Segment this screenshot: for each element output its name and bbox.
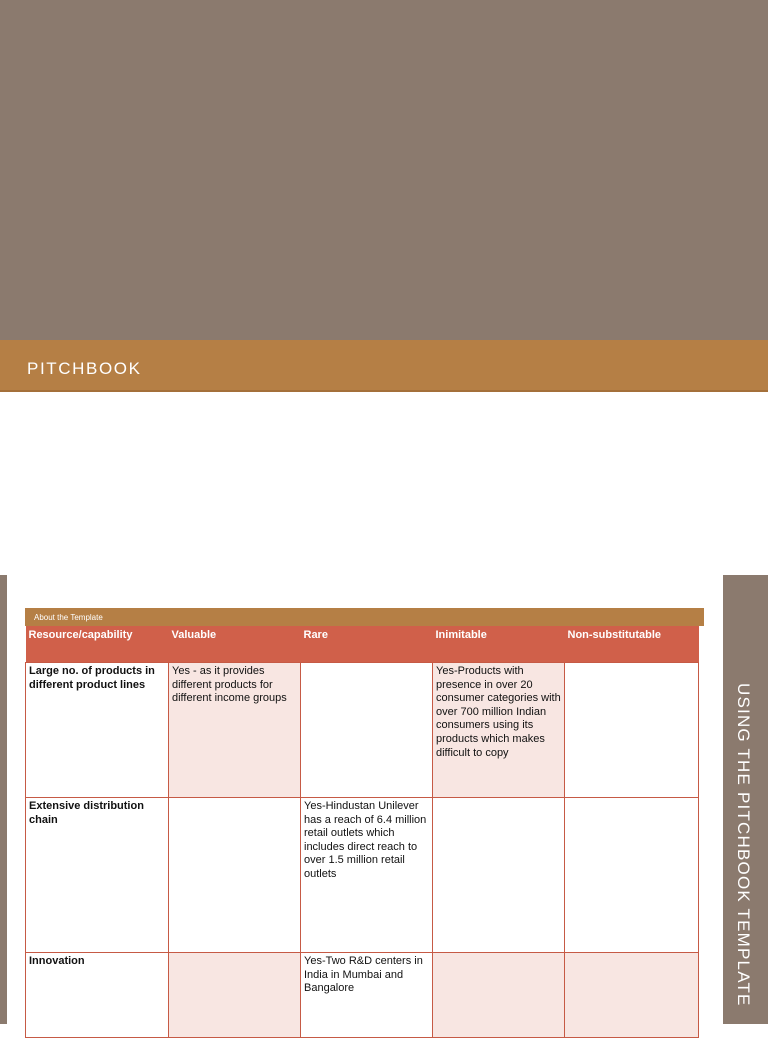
table-caption-bar [25,608,704,626]
vrio-table [25,626,699,1038]
table-cell [433,953,565,1038]
top-band [0,0,768,340]
title-bar [0,340,768,392]
table-cell: Extensive distribution chain [26,798,169,953]
table-row [26,798,699,953]
table-cell [169,798,301,953]
left-decorative-strip [0,575,7,1024]
column-header-resource: Resource/capability [26,626,169,663]
table-cell [565,798,699,953]
side-panel-title: USING THE PITCHBOOK TEMPLATE [734,683,753,1007]
table-cell: Yes - as it provides different products for different income groups [169,663,301,798]
column-header-rare: Rare [301,626,433,663]
table-cell [301,663,433,798]
table-cell: Yes-Two R&D centers in India in Mumbai and Bangalore [301,953,433,1038]
column-header-valuable: Valuable [169,626,301,663]
table-cell [433,798,565,953]
table-cell: Yes-Hindustan Unilever has a reach of 6.4 million retail outlets which includes direct reach to over 1.5 million retail outlets [301,798,433,953]
table-cell [565,953,699,1038]
table-caption: About the Template [34,613,103,622]
column-header-inimitable: Inimitable [433,626,565,663]
table-cell [565,663,699,798]
table-row [26,663,699,798]
side-panel [723,575,768,1024]
table-cell: Large no. of products in different product lines [26,663,169,798]
page-title: PITCHBOOK [27,359,142,378]
column-header-non-substitutable: Non-substitutable [565,626,699,663]
table-cell: Yes-Products with presence in over 20 consumer categories with over 700 million Indian consumers using its products which makes difficult to copy [433,663,565,798]
table-row [26,953,699,1038]
table-cell: Innovation [26,953,169,1038]
table-cell [169,953,301,1038]
table-header-row [26,626,699,663]
